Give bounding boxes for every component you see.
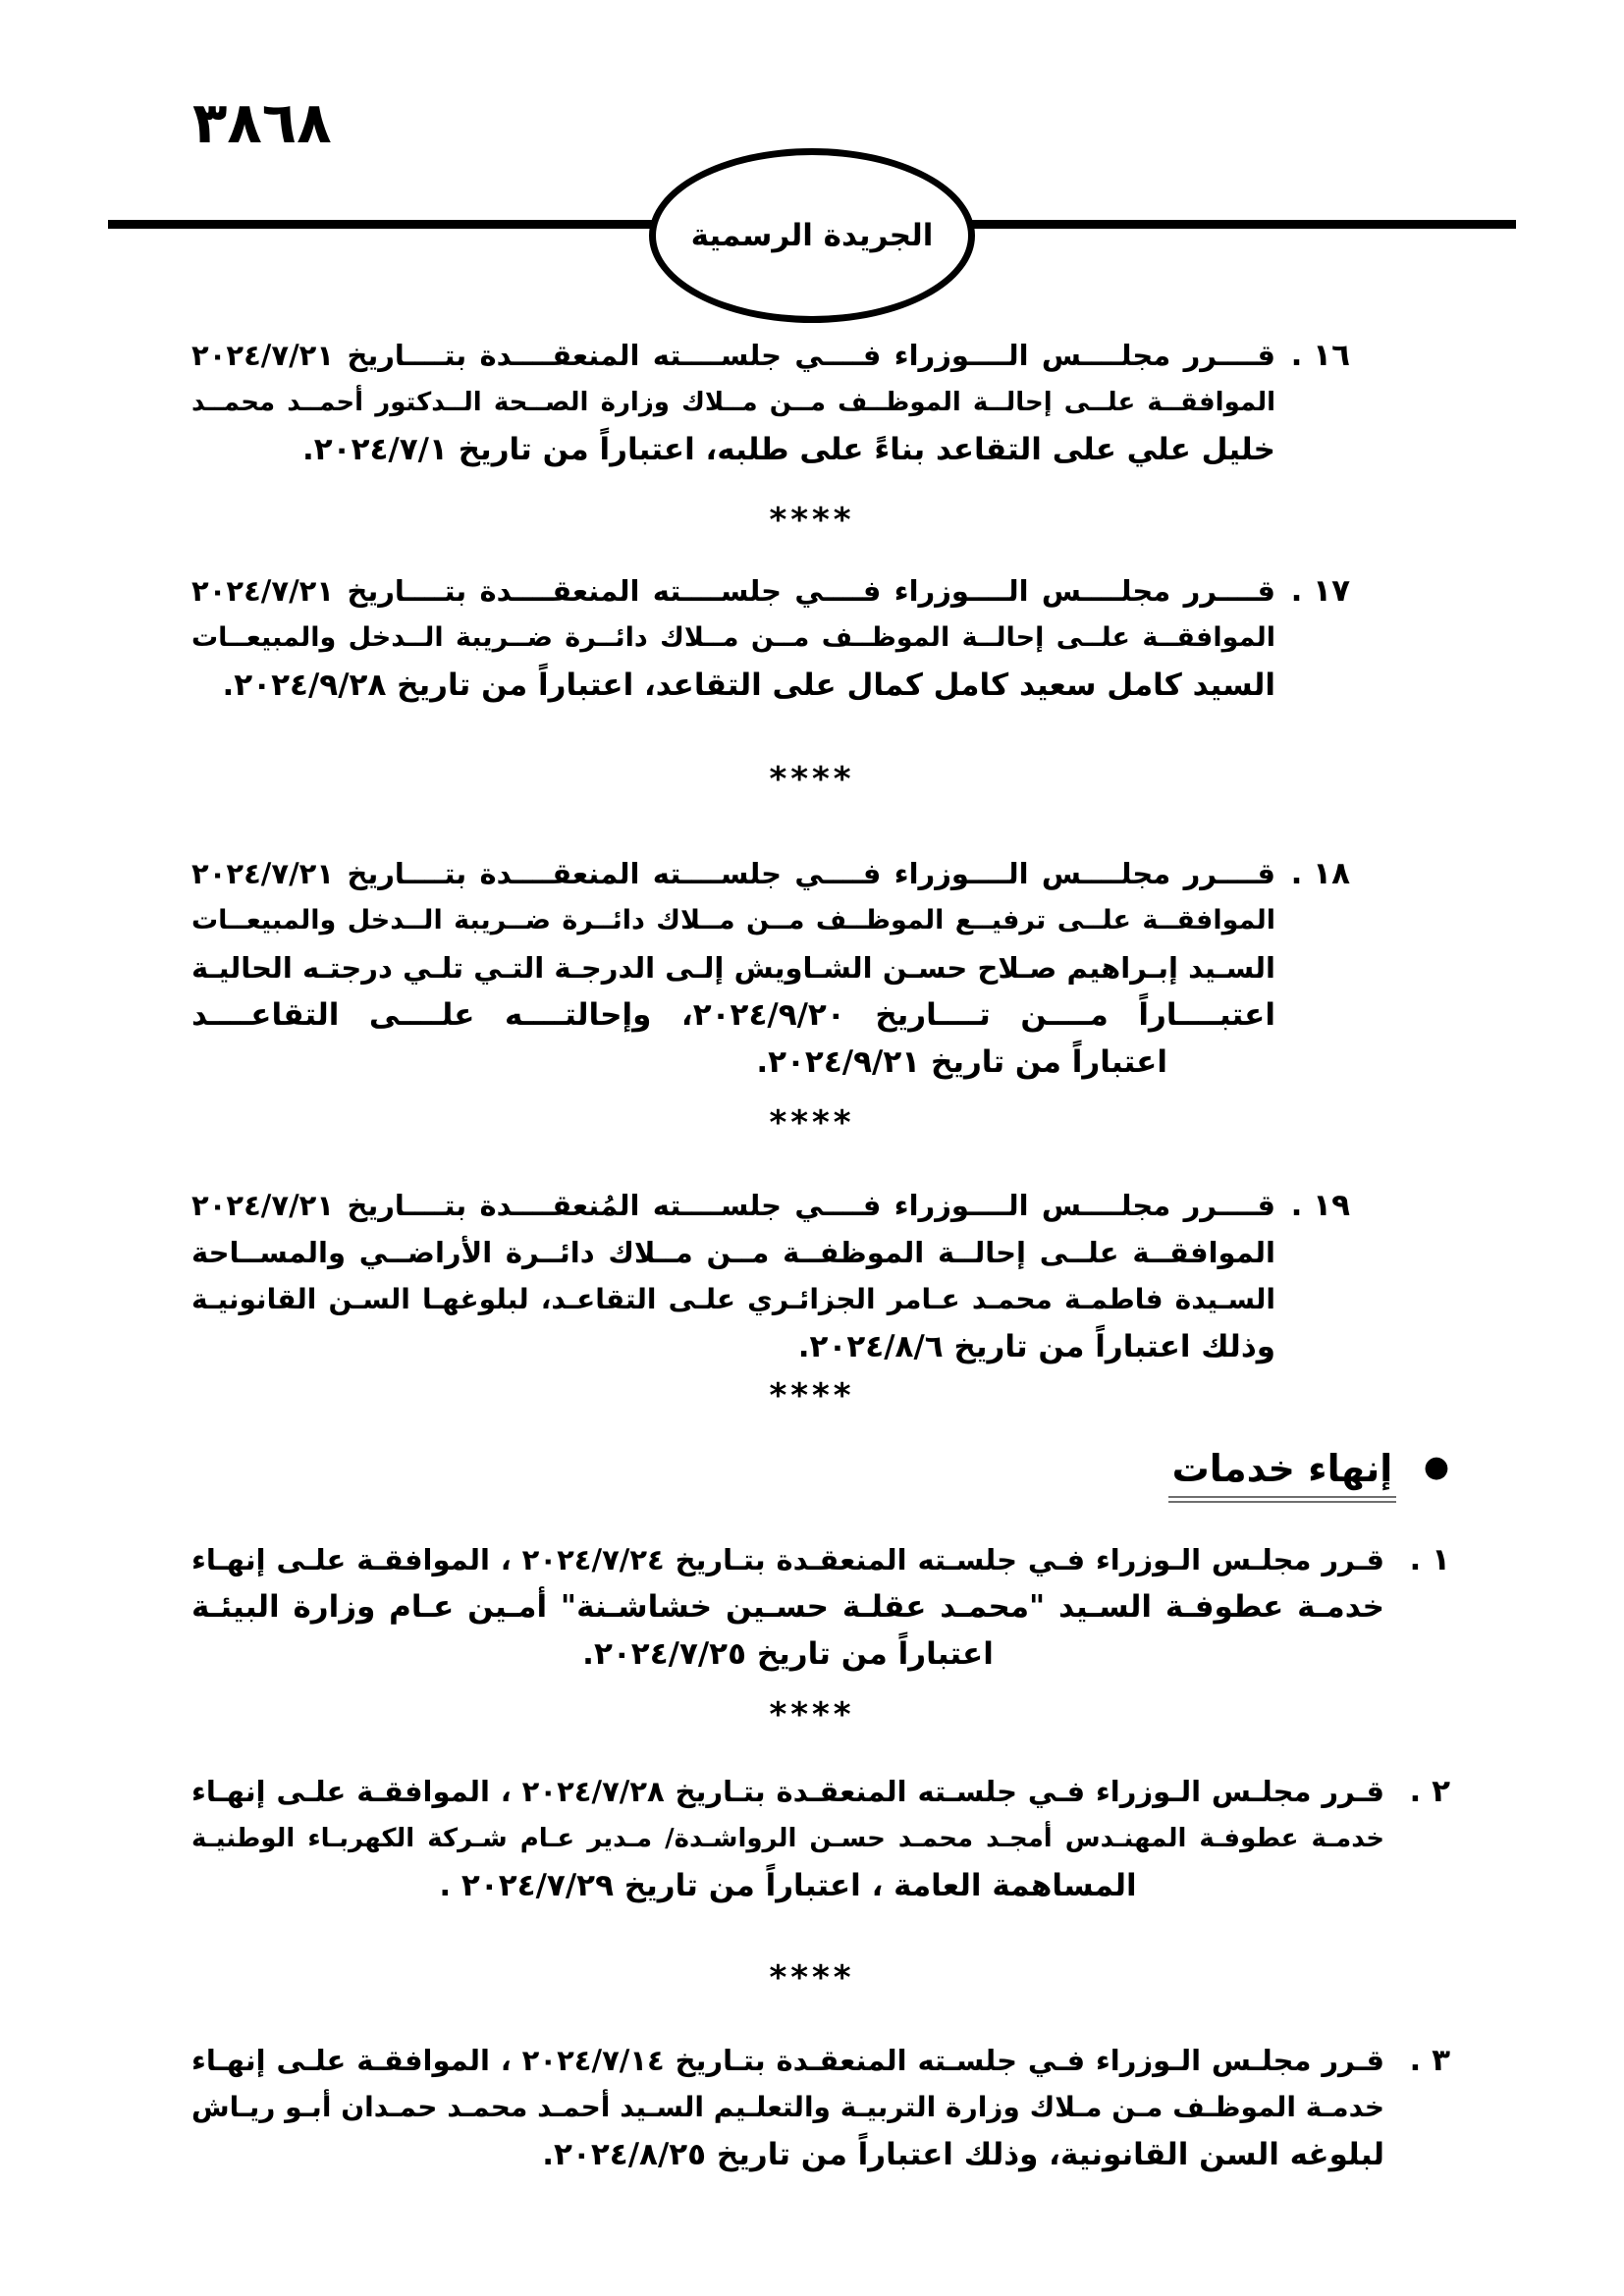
item-line: لبلوغه السن القانونية، وذلك اعتباراً من تاريخ ٢٠٢٤/٨/٢٥. xyxy=(542,2137,1384,2173)
item-line: قــــرر مجلــــس الــــوزراء فــــي جلســــته المنعقــــدة بتــــاريخ ٢٠٢٤/٧/٢١ xyxy=(191,339,1275,372)
item-line: خدمـة عطوفـة السـيد "محمـد عقلـة حسـين خشاشـنة" أمـين عـام وزارة البيئـة xyxy=(191,1589,1384,1626)
item-line: قـرر مجلـس الـوزراء فـي جلسـته المنعقـدة بتـاريخ ٢٠٢٤/٧/١٤ ، الموافقـة علـى إنهـاء xyxy=(191,2044,1384,2078)
bullet-icon: ● xyxy=(1423,1450,1449,1484)
item-number: ١٧ . xyxy=(1290,573,1350,609)
item-number: ١ . xyxy=(1409,1542,1450,1578)
separator: **** xyxy=(769,1695,855,1735)
item-number: ٣ . xyxy=(1409,2043,1450,2079)
decision-item-18 xyxy=(191,850,1350,1086)
item-line: اعتباراً من تاريخ ٢٠٢٤/٧/٢٥. xyxy=(582,1636,994,1673)
item-line: خدمـة الموظـف مـن مـلاك وزارة التربيـة والتعلـيم السـيد أحمـد محمـد حمـدان أبـو ريـاش xyxy=(191,2091,1384,2124)
termination-item-1 xyxy=(191,1536,1450,1678)
section-heading xyxy=(0,1445,1449,1493)
item-line: الموافقــة علــى إحالــة الموظــف مــن مــلاك وزارة الصــحة الــدكتور أحمــد محمــد xyxy=(191,388,1275,417)
termination-item-3 xyxy=(191,2037,1450,2178)
item-line: قــــرر مجلــــس الــــوزراء فــــي جلســــته المُنعقــــدة بتــــاريخ ٢٠٢٤/٧/٢١ xyxy=(191,1189,1275,1222)
item-line: قــــرر مجلــــس الــــوزراء فــــي جلســــته المنعقــــدة بتــــاريخ ٢٠٢٤/٧/٢١ xyxy=(191,574,1275,608)
item-line: السـيدة فاطمـة محمـد عـامر الجزائـري علـى التقاعـد، لبلوغهـا السـن القانونيـة xyxy=(191,1283,1275,1315)
item-line: المساهمة العامة ، اعتباراً من تاريخ ٢٠٢٤/٧/٢٩ . xyxy=(439,1868,1137,1904)
item-line: اعتبــــاراً مــــن تــــاريخ ٢٠٢٤/٩/٢٠، وإحالتــــه علــــى التقاعــــد xyxy=(191,997,1275,1033)
decision-item-17 xyxy=(191,567,1350,709)
item-line: قـرر مجلـس الـوزراء فـي جلسـته المنعقـدة بتـاريخ ٢٠٢٤/٧/٢٨ ، الموافقـة علـى إنهـاء xyxy=(191,1775,1384,1809)
separator: **** xyxy=(769,1958,855,1999)
item-number: ١٨ . xyxy=(1290,856,1350,891)
gazette-badge xyxy=(649,148,975,323)
gazette-badge-label: الجريدة الرسمية xyxy=(690,218,934,253)
item-number: ١٦ . xyxy=(1290,338,1350,373)
item-line: خليل علي على التقاعد بناءً على طلبه، اعتباراً من تاريخ ٢٠٢٤/٧/١. xyxy=(301,432,1275,467)
item-line: وذلك اعتباراً من تاريخ ٢٠٢٤/٨/٦. xyxy=(797,1329,1275,1364)
separator: **** xyxy=(769,1103,855,1143)
item-line: اعتباراً من تاريخ ٢٠٢٤/٩/٢١. xyxy=(756,1044,1167,1080)
item-line: قــــرر مجلــــس الــــوزراء فــــي جلســــته المنعقــــدة بتــــاريخ ٢٠٢٤/٧/٢١ xyxy=(191,857,1275,890)
termination-item-2 xyxy=(191,1768,1450,1909)
decision-item-16 xyxy=(191,332,1350,473)
item-line: خدمـة عطوفـة المهنـدس أمجـد محمـد حسـن الرواشـدة/ مـدير عـام شـركة الكهربـاء الوطنيـة xyxy=(191,1824,1384,1854)
item-number: ٢ . xyxy=(1409,1774,1450,1810)
item-line: السـيد إبـراهيم صـلاح حسـن الشـاويش إلـى الدرجـة التـي تلـي درجتـه الحاليـة xyxy=(191,951,1275,985)
item-line: الموافقــة علــى إحالــة الموظــف مــن مــلاك دائــرة ضــريبة الــدخل والمبيعــات xyxy=(191,622,1275,653)
decision-item-19 xyxy=(191,1182,1350,1370)
item-line: الموافقــة علــى إحالــة الموظفــة مــن مــلاك دائــرة الأراضــي والمســاحة xyxy=(191,1236,1275,1269)
item-line: السيد كامل سعيد كامل كمال على التقاعد، اعتباراً من تاريخ ٢٠٢٤/٩/٢٨. xyxy=(222,667,1275,703)
section-heading-label: إنهاء خدمات xyxy=(1168,1447,1397,1503)
separator: **** xyxy=(769,1376,855,1415)
item-line: الموافقــة علــى ترفيــع الموظــف مــن مــلاك دائــرة ضــريبة الــدخل والمبيعــات xyxy=(191,905,1275,935)
item-line: قـرر مجلـس الـوزراء فـي جلسـته المنعقـدة بتـاريخ ٢٠٢٤/٧/٢٤ ، الموافقـة علـى إنهـاء xyxy=(191,1543,1384,1577)
separator: **** xyxy=(769,501,855,540)
separator: **** xyxy=(769,760,855,799)
page-number: ٣٨٦٨ xyxy=(192,89,332,156)
item-number: ١٩ . xyxy=(1290,1188,1350,1223)
